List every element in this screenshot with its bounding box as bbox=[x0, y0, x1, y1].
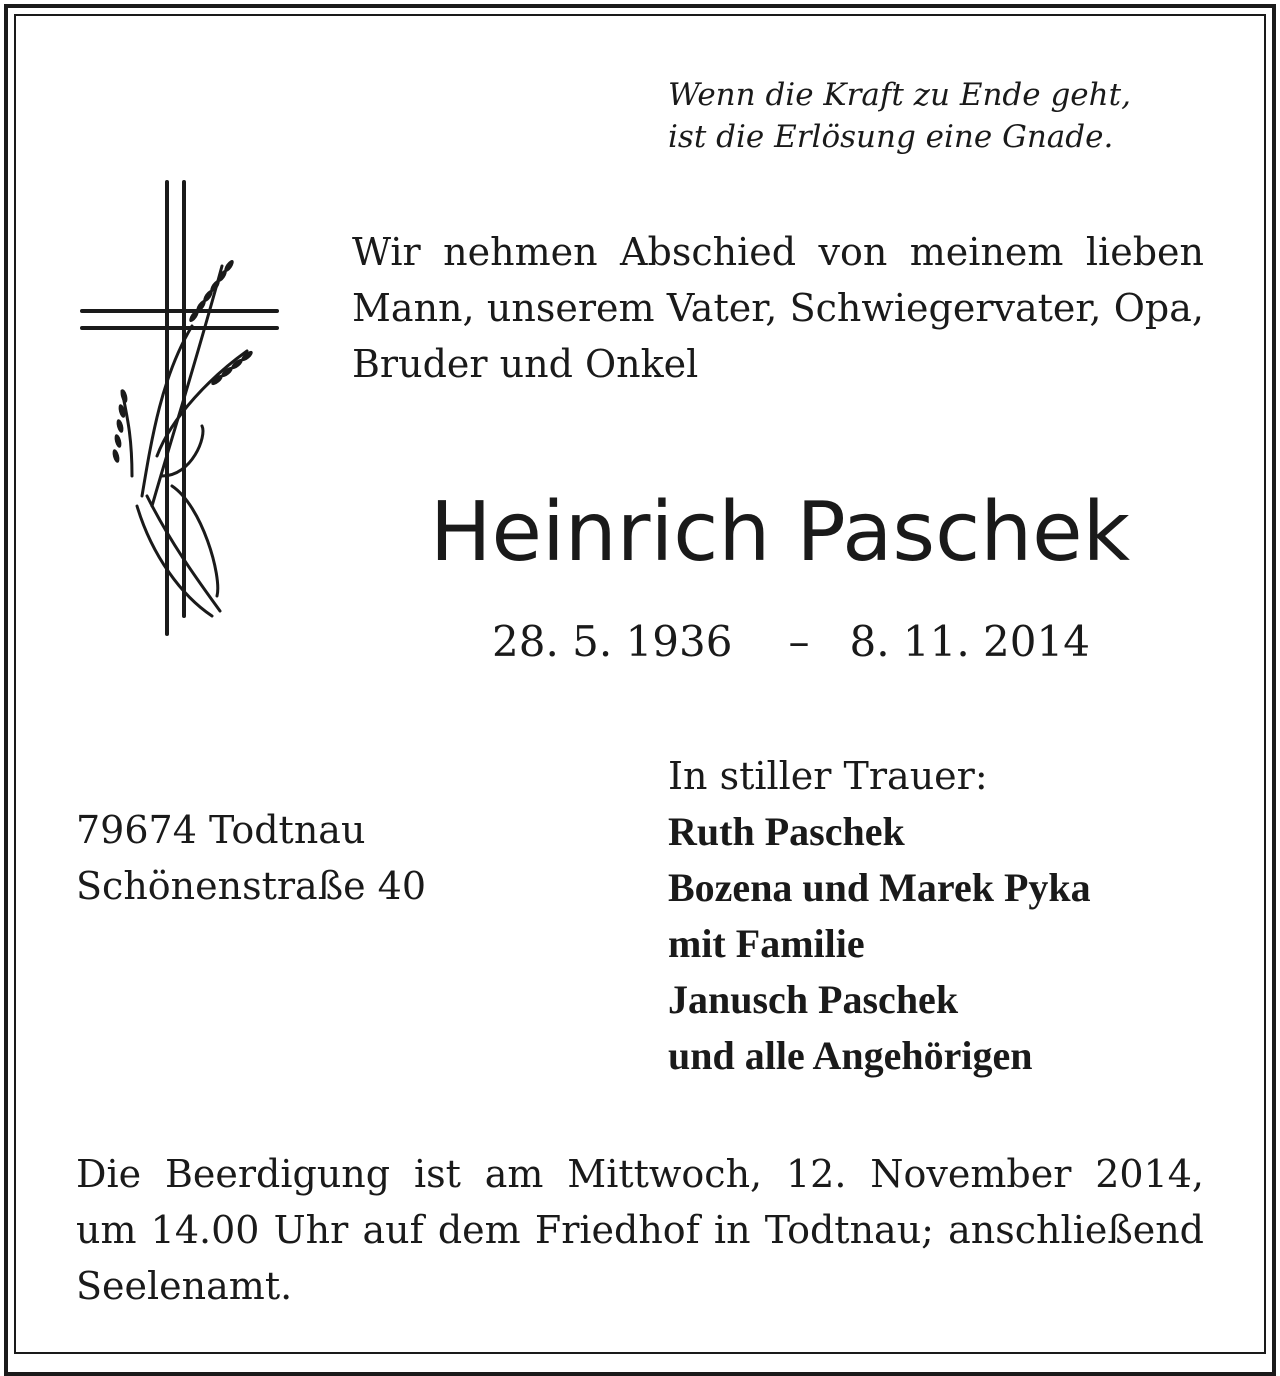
funeral-line-3: Seelenamt. bbox=[76, 1264, 293, 1308]
funeral-line-2: um 14.00 Uhr auf dem Friedhof in Todtnau; anschließend bbox=[76, 1208, 1204, 1252]
motto-line-1: Wenn die Kraft zu Ende geht, bbox=[668, 77, 1131, 113]
intro-line-1: Wir nehmen Abschied von meinem lieben bbox=[352, 230, 1204, 274]
motto bbox=[668, 74, 1148, 158]
mourners-heading: In stiller Trauer: bbox=[668, 754, 988, 798]
mourner-name: mit Familie bbox=[668, 921, 865, 966]
mourners-block bbox=[668, 748, 1091, 1084]
mourner-name: Ruth Paschek bbox=[668, 809, 905, 854]
intro-line-2: Mann, unserem Vater, Schwiegervater, Opa, bbox=[352, 286, 1204, 330]
date-separator: – bbox=[788, 617, 810, 666]
funeral-notice bbox=[76, 1146, 1204, 1314]
motto-line-2: ist die Erlösung eine Gnade. bbox=[668, 119, 1114, 155]
funeral-line-1: Die Beerdigung ist am Mittwoch, 12. November 2014, bbox=[76, 1152, 1204, 1196]
intro-line-3: Bruder und Onkel bbox=[352, 342, 699, 386]
address-line-1: 79674 Todtnau bbox=[76, 808, 366, 852]
address bbox=[76, 802, 426, 914]
birth-date: 28. 5. 1936 bbox=[492, 617, 733, 666]
mourner-name: Bozena und Marek Pyka bbox=[668, 865, 1091, 910]
life-dates bbox=[492, 614, 1090, 670]
deceased-name: Heinrich Paschek bbox=[429, 485, 1131, 580]
mourner-name: Janusch Paschek bbox=[668, 977, 959, 1022]
intro-text bbox=[352, 224, 1204, 392]
address-line-2: Schönenstraße 40 bbox=[76, 864, 426, 908]
mourner-name: und alle Angehörigen bbox=[668, 1033, 1033, 1078]
death-date: 8. 11. 2014 bbox=[849, 617, 1090, 666]
